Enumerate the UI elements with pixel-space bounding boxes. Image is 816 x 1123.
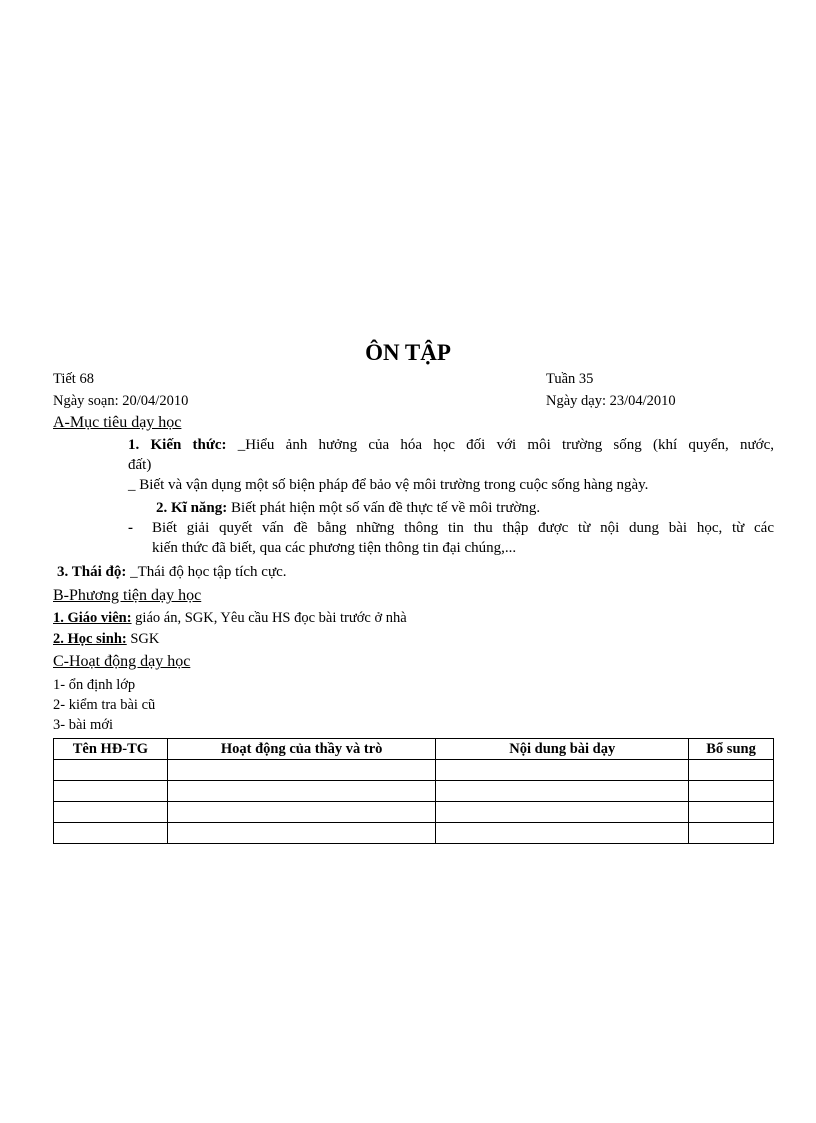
step-item: 1- ổn định lớp — [53, 677, 136, 693]
bullet-dash: - — [128, 520, 133, 536]
student-text: SGK — [126, 631, 160, 647]
table-cell — [167, 781, 436, 802]
table-cell — [689, 802, 774, 823]
attitude-label: 3. Thái độ: — [57, 564, 127, 580]
knowledge-text-continued: đất) — [128, 457, 152, 473]
section-a-heading: A-Mục tiêu dạy học — [53, 414, 182, 431]
table-row — [54, 760, 774, 781]
page-title: ÔN TẬP — [365, 340, 451, 365]
step-item: 2- kiểm tra bài cũ — [53, 697, 156, 713]
skill-bullet-line2: kiến thức đã biết, qua các phương tiện thông tin đại chúng,... — [152, 540, 517, 556]
table-cell — [54, 802, 168, 823]
table-header-cell: Bổ sung — [689, 739, 774, 760]
table-cell — [689, 823, 774, 844]
objective-skill — [156, 500, 540, 517]
knowledge-practice: _ Biết và vận dụng một số biện pháp để bảo vệ môi trường trong cuộc sống hàng ngày. — [128, 477, 649, 493]
table-cell — [436, 802, 689, 823]
teacher-materials — [53, 610, 407, 627]
table-header-row — [54, 739, 774, 760]
section-b-heading: B-Phương tiện dạy học — [53, 587, 202, 604]
student-materials — [53, 631, 159, 648]
skill-bullet-line1: Biết giải quyết vấn đề bằng những thông tin thu thập được từ nội dung bài học, từ các — [152, 520, 774, 536]
knowledge-text: _Hiểu ảnh hưởng của hóa học đối với môi trường sống (khí quyển, nước, — [226, 437, 774, 453]
teacher-label: 1. Giáo viên: — [53, 610, 132, 626]
week-number: Tuần 35 — [546, 371, 594, 387]
prep-date: Ngày soạn: 20/04/2010 — [53, 393, 189, 409]
section-c-heading: C-Hoạt động dạy học — [53, 653, 191, 670]
table-row — [54, 823, 774, 844]
skill-label: 2. Kĩ năng: — [156, 500, 228, 516]
step-item: 3- bài mới — [53, 717, 114, 733]
table-header-cell: Hoạt động của thầy và trò — [167, 739, 436, 760]
table-cell — [436, 781, 689, 802]
table-cell — [54, 781, 168, 802]
teacher-text: giáo án, SGK, Yêu cầu HS đọc bài trước ở nhà — [131, 610, 407, 626]
objective-attitude — [57, 564, 287, 581]
table-cell — [167, 802, 436, 823]
table-cell — [54, 823, 168, 844]
table-cell — [436, 823, 689, 844]
table-cell — [436, 760, 689, 781]
teach-date: Ngày dạy: 23/04/2010 — [546, 393, 676, 409]
table-cell — [689, 760, 774, 781]
attitude-text: _Thái độ học tập tích cực. — [126, 564, 287, 580]
table-cell — [689, 781, 774, 802]
table-cell — [54, 760, 168, 781]
objective-knowledge — [128, 437, 774, 454]
skill-text: Biết phát hiện một số vấn đề thực tế về môi trường. — [227, 500, 541, 516]
knowledge-label: 1. Kiến thức: — [128, 437, 227, 453]
table-cell — [167, 760, 436, 781]
table-header-cell: Nội dung bài dạy — [436, 739, 689, 760]
student-label: 2. Học sinh: — [53, 631, 127, 647]
table-header-cell: Tên HĐ-TG — [54, 739, 168, 760]
table-cell — [167, 823, 436, 844]
table-row — [54, 781, 774, 802]
table-row — [54, 802, 774, 823]
lesson-table — [53, 738, 774, 844]
period-number: Tiết 68 — [53, 371, 94, 387]
